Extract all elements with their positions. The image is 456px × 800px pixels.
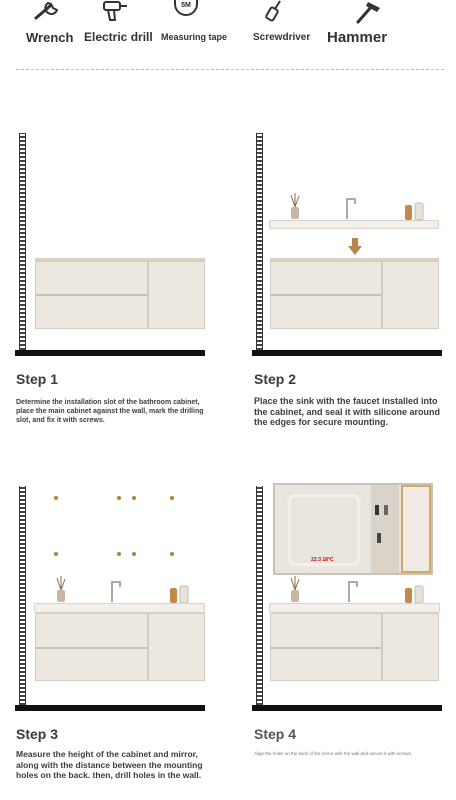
drill-mark [170, 552, 174, 556]
door-line [381, 614, 383, 680]
drill-mark [54, 552, 58, 556]
faucet-icon [345, 578, 361, 603]
wall [19, 486, 26, 709]
mirror-light-frame [289, 495, 359, 565]
arrow-down-icon [348, 238, 362, 256]
tool-label-wrench: Wrench [26, 30, 74, 45]
floor [15, 350, 205, 356]
diffuser-icon [54, 576, 68, 604]
bottles-icon [404, 199, 428, 221]
step4-title: Step 4 [254, 726, 297, 742]
screwdriver-icon [265, 0, 285, 22]
drawer-line [271, 294, 381, 296]
faucet-icon [343, 195, 359, 220]
tool-label-drill: Electric drill [84, 30, 153, 44]
floor [252, 350, 442, 356]
step2-desc: Place the sink with the faucet installed into the cabinet, and seal it with silicone around the edges for secure mounting. [254, 396, 441, 427]
drawer-line [271, 647, 381, 649]
step2-title: Step 2 [254, 371, 297, 387]
wall [256, 133, 263, 354]
diffuser-icon [288, 193, 302, 221]
sink-top [269, 220, 439, 229]
sink-top [34, 603, 205, 613]
faucet-icon [108, 578, 124, 603]
floor [252, 705, 442, 711]
tool-label-tape: Measuring tape [161, 32, 228, 42]
mirror-cabinet [273, 483, 433, 575]
shelf-bottle [375, 505, 379, 515]
door-line [381, 262, 383, 328]
drill-mark [117, 552, 121, 556]
section-divider [16, 69, 444, 70]
door-line [147, 614, 149, 680]
step3-desc: Measure the height of the cabinet and mirror, along with the distance between the mounting holes on the back. then, drill holes in the wall. [16, 749, 203, 780]
floor [15, 705, 205, 711]
mirror-side-shelf [401, 485, 431, 573]
tool-label-hammer: Hammer [327, 29, 388, 46]
drawer-line [36, 294, 147, 296]
shelf-bottle [384, 505, 388, 515]
hammer-icon [354, 0, 384, 24]
drill-mark [170, 496, 174, 500]
step1-desc: Determine the installation slot of the bathroom cabinet, place the main cabinet against the wall, mark the drilling slot, and fix it with screws. [16, 399, 204, 424]
mirror-shelf [371, 485, 399, 573]
drill-icon [100, 0, 130, 22]
shelf-bottle [377, 533, 381, 543]
mirror-display: 22:3 18°C [311, 557, 334, 563]
step3-title: Step 3 [16, 726, 59, 742]
wrench-icon [30, 0, 64, 20]
bottles-icon [169, 582, 193, 604]
tool-label-screwdriver: Screwdriver [253, 32, 311, 43]
step4-desc: Align the holes on the back of the mirror with the wall and secure it with screws. [254, 751, 413, 756]
drawer-line [36, 647, 147, 649]
drill-mark [132, 552, 136, 556]
door-line [147, 262, 149, 328]
measuring-tape-icon: 5M [174, 0, 198, 16]
drill-mark [54, 496, 58, 500]
bottles-icon [404, 582, 428, 604]
drill-mark [117, 496, 121, 500]
step1-title: Step 1 [16, 371, 59, 387]
diffuser-icon [288, 576, 302, 604]
sink-top [269, 603, 440, 613]
wall [256, 486, 263, 709]
wall [19, 133, 26, 354]
drill-mark [132, 496, 136, 500]
